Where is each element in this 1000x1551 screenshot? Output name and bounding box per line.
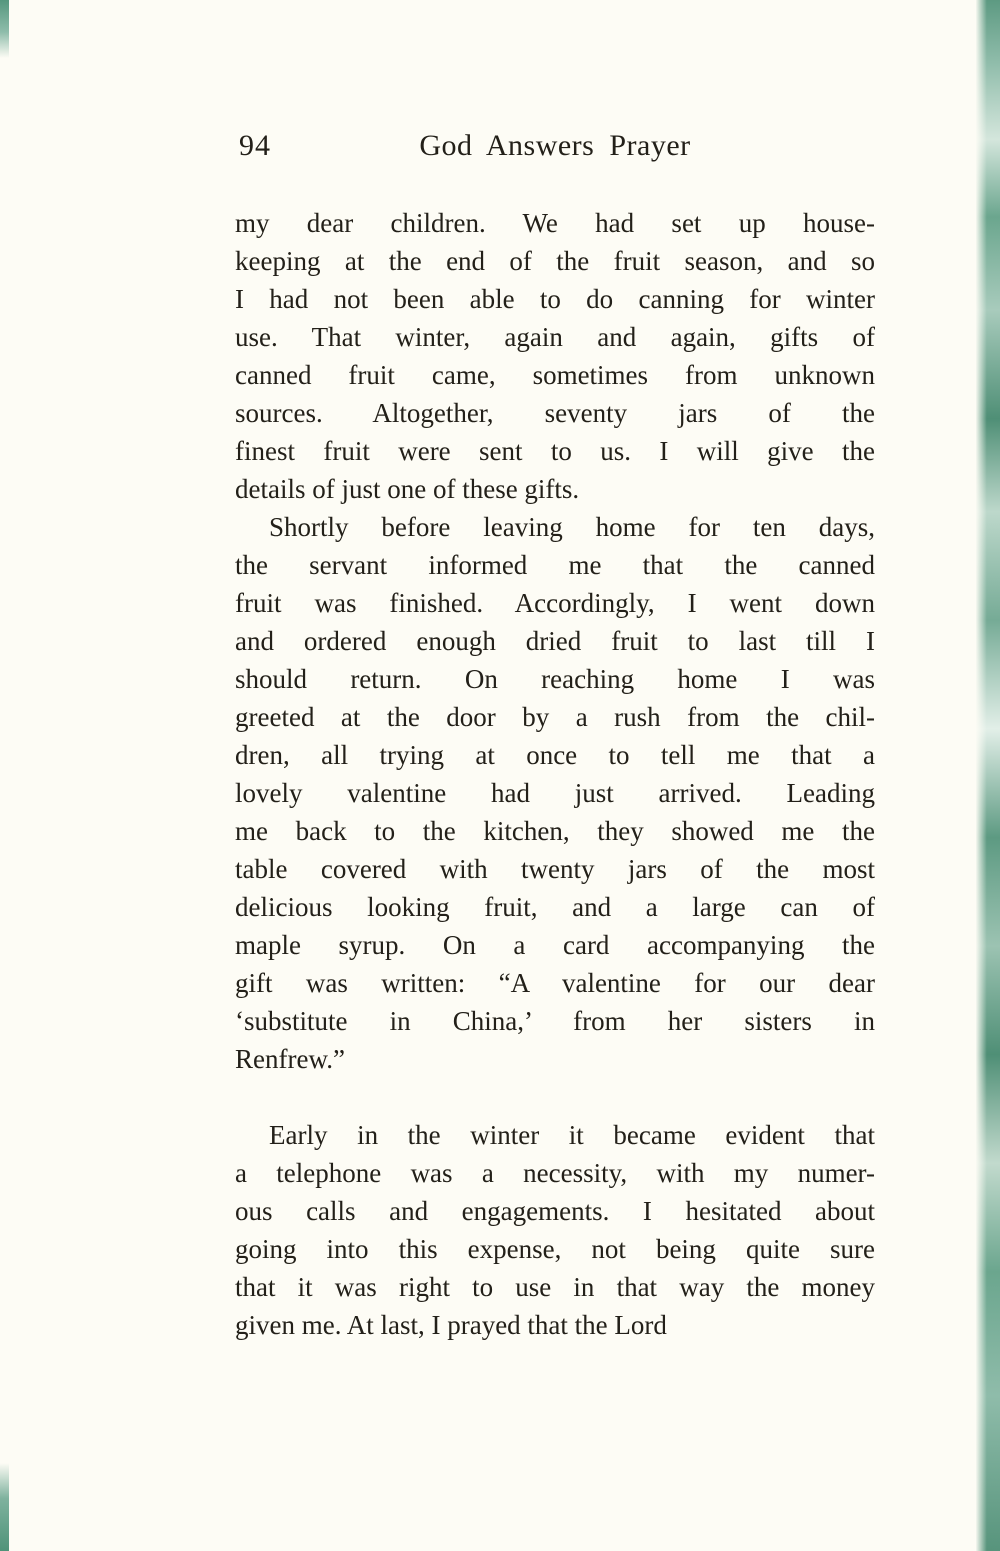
text-block	[235, 204, 875, 1344]
text-line: canned fruit came, sometimes from unknown	[235, 360, 875, 390]
text-line: given me. At last, I prayed that the Lord	[235, 1310, 667, 1340]
text-line: ous calls and engagements. I hesitated about	[235, 1196, 875, 1226]
text-line: going into this expense, not being quite sure	[235, 1234, 875, 1264]
text-line: I had not been able to do canning for winter	[235, 284, 875, 314]
page-edge-left-top	[0, 0, 9, 58]
page-content	[235, 126, 875, 1344]
running-title: God Answers Prayer	[419, 129, 691, 162]
page-edge-right	[976, 0, 1000, 1551]
text-line: a telephone was a necessity, with my numer-	[235, 1158, 875, 1188]
paragraph-valentine	[235, 508, 875, 1078]
text-line: Renfrew.”	[235, 1044, 345, 1074]
text-line: table covered with twenty jars of the most	[235, 854, 875, 884]
text-line: lovely valentine had just arrived. Leading	[235, 778, 875, 808]
paragraph-telephone	[235, 1116, 875, 1344]
text-line: and ordered enough dried fruit to last till I	[235, 626, 875, 656]
text-line: ‘substitute in China,’ from her sisters in	[235, 1006, 875, 1036]
text-line: maple syrup. On a card accompanying the	[235, 930, 875, 960]
paragraph-continued	[235, 204, 875, 508]
text-line: keeping at the end of the fruit season, and so	[235, 246, 875, 276]
text-line: sources. Altogether, seventy jars of the	[235, 398, 875, 428]
page-number: 94	[239, 129, 271, 162]
text-line: Early in the winter it became evident that	[269, 1120, 875, 1150]
text-line: details of just one of these gifts.	[235, 474, 580, 504]
page-edge-left-bottom	[0, 1463, 9, 1551]
text-line: delicious looking fruit, and a large can of	[235, 892, 875, 922]
text-line: fruit was finished. Accordingly, I went down	[235, 588, 875, 618]
text-line: dren, all trying at once to tell me that a	[235, 740, 875, 770]
text-line: my dear children. We had set up house-	[235, 208, 875, 238]
page-header	[235, 126, 875, 166]
text-line: finest fruit were sent to us. I will give the	[235, 436, 875, 466]
text-line: the servant informed me that the canned	[235, 550, 875, 580]
text-line: that it was right to use in that way the money	[235, 1272, 875, 1302]
text-line: gift was written: “A valentine for our dear	[235, 968, 875, 998]
text-line: greeted at the door by a rush from the chil-	[235, 702, 875, 732]
text-line: should return. On reaching home I was	[235, 664, 875, 694]
text-line: use. That winter, again and again, gifts of	[235, 322, 875, 352]
text-line: me back to the kitchen, they showed me the	[235, 816, 875, 846]
text-line: Shortly before leaving home for ten days,	[269, 512, 875, 542]
